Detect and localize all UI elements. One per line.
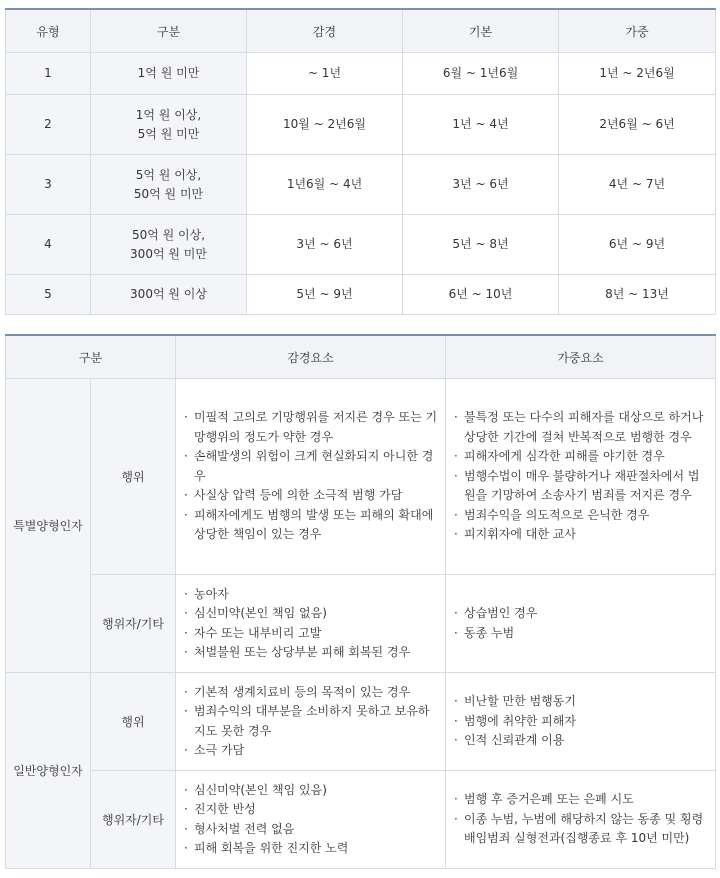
list-item: · 상습범인 경우 <box>452 604 709 624</box>
list-item: · 심신미약(본인 책임 없음) <box>182 604 439 624</box>
group-label-general: 일반양형인자 <box>6 673 91 869</box>
base-cell: 3년 ~ 6년 <box>403 155 559 215</box>
list-item: · 범죄수익의 대부분을 소비하지 못하고 보유하지도 못한 경우 <box>182 702 439 741</box>
base-cell: 5년 ~ 8년 <box>403 215 559 275</box>
reduce-factor-list <box>176 379 446 575</box>
header-aggravate: 가중 <box>559 9 716 53</box>
factor-list <box>452 790 709 849</box>
aggravate-cell: 4년 ~ 7년 <box>559 155 716 215</box>
list-item: · 미필적 고의로 기망행위를 저지른 경우 또는 기망행위의 정도가 약한 경우 <box>182 408 439 447</box>
header-category: 구분 <box>6 335 176 379</box>
aggravate-cell: 1년 ~ 2년6월 <box>559 53 716 95</box>
type-cell: 3 <box>6 155 91 215</box>
header-reduce: 감경 <box>247 9 403 53</box>
type-cell: 2 <box>6 95 91 155</box>
list-item: · 심신미약(본인 책임 있음) <box>182 781 439 801</box>
list-item: · 인적 신뢰관계 이용 <box>452 731 709 751</box>
list-item: · 범행 후 증거은폐 또는 은폐 시도 <box>452 790 709 810</box>
list-item: · 이종 누범, 누범에 해당하지 않는 동종 및 횡령배임범죄 실형전과(집행종료 후 10년 미만) <box>452 810 709 849</box>
list-item: · 비난할 만한 범행동기 <box>452 692 709 712</box>
reduce-cell: 1년6월 ~ 4년 <box>247 155 403 215</box>
sentencing-range-table <box>5 8 716 315</box>
list-item: · 농아자 <box>182 585 439 605</box>
list-item: · 형사처벌 전력 없음 <box>182 820 439 840</box>
factor-list <box>452 604 709 643</box>
factor-list <box>452 408 709 545</box>
range-cell: 300억 원 이상 <box>91 275 247 315</box>
table-header-row <box>6 335 716 379</box>
aggravate-factor-list <box>446 575 716 673</box>
aggravate-cell: 2년6월 ~ 6년 <box>559 95 716 155</box>
reduce-factor-list <box>176 575 446 673</box>
list-item: · 손해발생의 위험이 크게 현실화되지 아니한 경우 <box>182 447 439 486</box>
subgroup-label: 행위자/기타 <box>91 771 176 869</box>
list-item: · 범행에 취약한 피해자 <box>452 712 709 732</box>
factor-list <box>452 692 709 751</box>
reduce-cell: 5년 ~ 9년 <box>247 275 403 315</box>
table-row <box>6 215 716 275</box>
list-item: · 동종 누범 <box>452 624 709 644</box>
table-row <box>6 379 716 575</box>
reduce-factor-list <box>176 771 446 869</box>
range-cell: 50억 원 이상, 300억 원 미만 <box>91 215 247 275</box>
reduce-cell: ~ 1년 <box>247 53 403 95</box>
list-item: · 사실상 압력 등에 의한 소극적 범행 가담 <box>182 486 439 506</box>
range-cell: 5억 원 이상, 50억 원 미만 <box>91 155 247 215</box>
type-cell: 5 <box>6 275 91 315</box>
base-cell: 6년 ~ 10년 <box>403 275 559 315</box>
aggravate-factor-list <box>446 379 716 575</box>
list-item: · 진지한 반성 <box>182 800 439 820</box>
factor-list <box>182 683 439 761</box>
list-item: · 피해 회복을 위한 진지한 노력 <box>182 839 439 859</box>
sentencing-factors-table <box>5 334 716 869</box>
factor-list <box>182 585 439 663</box>
list-item: · 기본적 생계치료비 등의 목적이 있는 경우 <box>182 683 439 703</box>
subgroup-label: 행위자/기타 <box>91 575 176 673</box>
group-label-special: 특별양형인자 <box>6 379 91 673</box>
table-row <box>6 575 716 673</box>
range-cell: 1억 원 미만 <box>91 53 247 95</box>
list-item: · 자수 또는 내부비리 고발 <box>182 624 439 644</box>
header-aggravate-factors: 가중요소 <box>446 335 716 379</box>
reduce-factor-list <box>176 673 446 771</box>
list-item: · 범행수법이 매우 불량하거나 재판절차에서 법원을 기망하여 소송사기 범죄를 저지른 경우 <box>452 467 709 506</box>
header-base: 기본 <box>403 9 559 53</box>
base-cell: 6월 ~ 1년6월 <box>403 53 559 95</box>
aggravate-cell: 6년 ~ 9년 <box>559 215 716 275</box>
subgroup-label: 행위 <box>91 379 176 575</box>
table-row <box>6 771 716 869</box>
type-cell: 4 <box>6 215 91 275</box>
list-item: · 피해자에게 심각한 피해를 야기한 경우 <box>452 447 709 467</box>
list-item: · 범죄수익을 의도적으로 은닉한 경우 <box>452 506 709 526</box>
table-row <box>6 275 716 315</box>
table-row <box>6 155 716 215</box>
reduce-cell: 10월 ~ 2년6월 <box>247 95 403 155</box>
aggravate-factor-list <box>446 771 716 869</box>
aggravate-factor-list <box>446 673 716 771</box>
list-item: · 피지휘자에 대한 교사 <box>452 525 709 545</box>
list-item: · 불특정 또는 다수의 피해자를 대상으로 하거나 상당한 기간에 걸쳐 반복적으로 범행한 경우 <box>452 408 709 447</box>
table-row <box>6 95 716 155</box>
list-item: · 피해자에게도 범행의 발생 또는 피해의 확대에 상당한 책임이 있는 경우 <box>182 506 439 545</box>
subgroup-label: 행위 <box>91 673 176 771</box>
header-reduce-factors: 감경요소 <box>176 335 446 379</box>
list-item: · 소극 가담 <box>182 741 439 761</box>
factor-list <box>182 408 439 545</box>
list-item: · 처벌불원 또는 상당부분 피해 회복된 경우 <box>182 643 439 663</box>
table-row <box>6 53 716 95</box>
factor-list <box>182 781 439 859</box>
table-header-row <box>6 9 716 53</box>
type-cell: 1 <box>6 53 91 95</box>
range-cell: 1억 원 이상, 5억 원 미만 <box>91 95 247 155</box>
aggravate-cell: 8년 ~ 13년 <box>559 275 716 315</box>
reduce-cell: 3년 ~ 6년 <box>247 215 403 275</box>
header-type: 유형 <box>6 9 91 53</box>
base-cell: 1년 ~ 4년 <box>403 95 559 155</box>
header-category: 구분 <box>91 9 247 53</box>
table-row <box>6 673 716 771</box>
